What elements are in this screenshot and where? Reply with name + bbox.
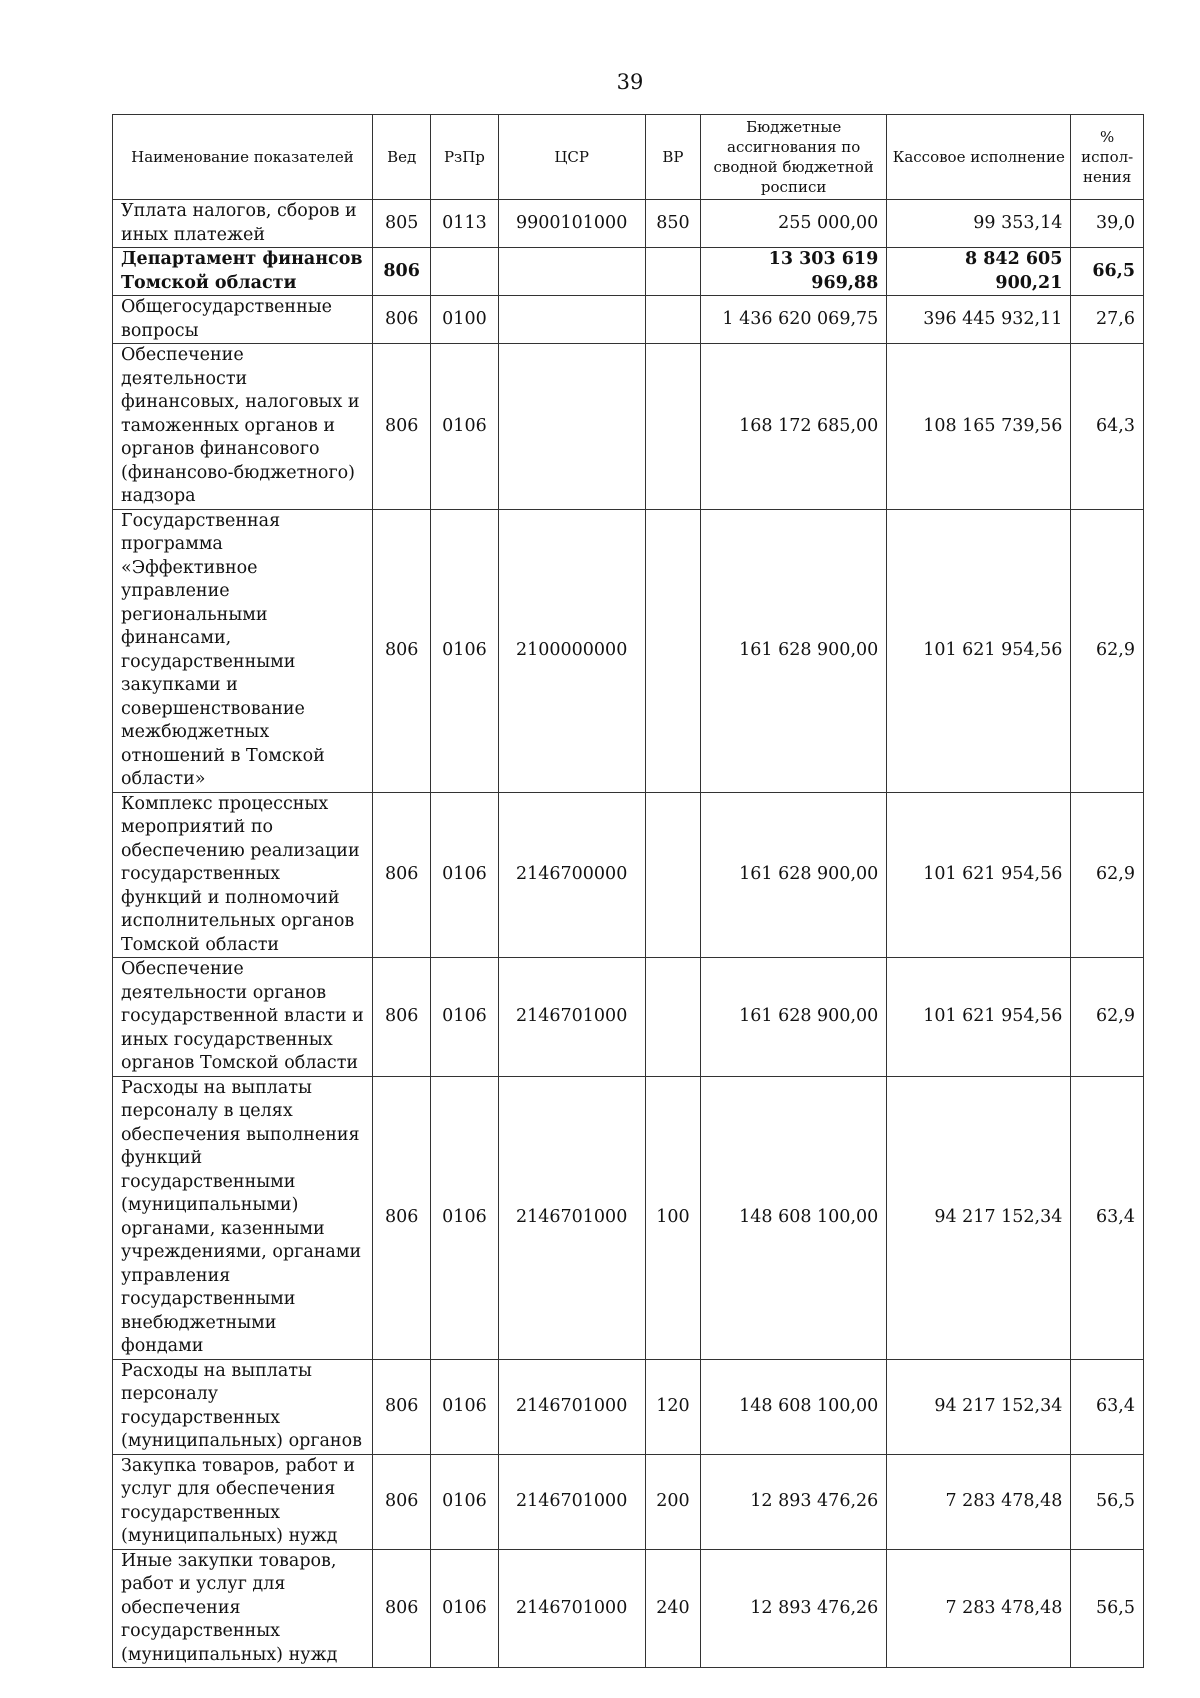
- cell-ved: 806: [372, 296, 430, 344]
- cell-name: Расходы на выплаты персоналу государственных (муниципальных) органов: [113, 1359, 373, 1454]
- cell-csr: 9900101000: [498, 200, 645, 248]
- cell-assignments: 1 436 620 069,75: [701, 296, 887, 344]
- table-row: [113, 1359, 1144, 1454]
- cell-cash: 108 165 739,56: [887, 344, 1071, 510]
- cell-ved: 806: [372, 1454, 430, 1549]
- cell-cash: 94 217 152,34: [887, 1359, 1071, 1454]
- cell-rzpr: 0106: [431, 509, 498, 792]
- cell-percent: 62,9: [1071, 509, 1144, 792]
- cell-csr: 2146701000: [498, 1076, 645, 1359]
- cell-vr: 120: [645, 1359, 700, 1454]
- cell-percent: 62,9: [1071, 792, 1144, 958]
- cell-assignments: 255 000,00: [701, 200, 887, 248]
- header-ved: Вед: [372, 115, 430, 200]
- header-assignments: Бюджетные ассигнования по сводной бюджетной росписи: [701, 115, 887, 200]
- cell-vr: 240: [645, 1549, 700, 1668]
- cell-name: Общегосударственные вопросы: [113, 296, 373, 344]
- table-row: [113, 1549, 1144, 1668]
- header-percent: % испол-нения: [1071, 115, 1144, 200]
- cell-percent: 27,6: [1071, 296, 1144, 344]
- cell-rzpr: 0106: [431, 1549, 498, 1668]
- cell-name: Комплекс процессных мероприятий по обеспечению реализации государственных функций и полномочий исполнительных органов Томской области: [113, 792, 373, 958]
- cell-assignments: 161 628 900,00: [701, 792, 887, 958]
- cell-ved: 806: [372, 1076, 430, 1359]
- cell-csr: 2146700000: [498, 792, 645, 958]
- header-vr: ВР: [645, 115, 700, 200]
- cell-ved: 806: [372, 1549, 430, 1668]
- cell-vr: [645, 958, 700, 1077]
- cell-csr: 2146701000: [498, 958, 645, 1077]
- cell-cash: 99 353,14: [887, 200, 1071, 248]
- cell-assignments: 12 893 476,26: [701, 1454, 887, 1549]
- cell-name: Расходы на выплаты персоналу в целях обеспечения выполнения функций государственными (муниципальными) органами, казенными учреждениями, органами управления государственными внебюджетными фондами: [113, 1076, 373, 1359]
- table-row: [113, 1454, 1144, 1549]
- cell-name: Обеспечение деятельности органов государственной власти и иных государственных органов Томской области: [113, 958, 373, 1077]
- page-number: 39: [616, 70, 644, 94]
- cell-rzpr: 0106: [431, 1359, 498, 1454]
- cell-name: Департамент финансов Томской области: [113, 248, 373, 296]
- cell-rzpr: 0106: [431, 958, 498, 1077]
- cell-rzpr: 0106: [431, 1454, 498, 1549]
- cell-csr: 2146701000: [498, 1454, 645, 1549]
- cell-assignments: 161 628 900,00: [701, 509, 887, 792]
- table-row: [113, 200, 1144, 248]
- header-csr: ЦСР: [498, 115, 645, 200]
- header-rzpr: РзПр: [431, 115, 498, 200]
- cell-vr: 850: [645, 200, 700, 248]
- cell-percent: 56,5: [1071, 1454, 1144, 1549]
- table-row: [113, 296, 1144, 344]
- cell-cash: 94 217 152,34: [887, 1076, 1071, 1359]
- cell-ved: 806: [372, 958, 430, 1077]
- cell-ved: 806: [372, 1359, 430, 1454]
- cell-vr: [645, 296, 700, 344]
- cell-vr: 200: [645, 1454, 700, 1549]
- cell-name: Иные закупки товаров, работ и услуг для обеспечения государственных (муниципальных) нужд: [113, 1549, 373, 1668]
- cell-csr: 2146701000: [498, 1549, 645, 1668]
- cell-csr: [498, 248, 645, 296]
- cell-cash: 101 621 954,56: [887, 509, 1071, 792]
- cell-assignments: 148 608 100,00: [701, 1076, 887, 1359]
- cell-percent: 63,4: [1071, 1076, 1144, 1359]
- cell-percent: 64,3: [1071, 344, 1144, 510]
- table-row: [113, 248, 1144, 296]
- cell-rzpr: 0106: [431, 344, 498, 510]
- cell-name: Государственная программа «Эффективное управление региональными финансами, государственными закупками и совершенствование межбюджетных отношений в Томской области»: [113, 509, 373, 792]
- cell-assignments: 161 628 900,00: [701, 958, 887, 1077]
- cell-cash: 396 445 932,11: [887, 296, 1071, 344]
- cell-ved: 806: [372, 792, 430, 958]
- cell-cash: 8 842 605 900,21: [887, 248, 1071, 296]
- header-cash: Кассовое исполнение: [887, 115, 1071, 200]
- cell-vr: [645, 509, 700, 792]
- cell-cash: 101 621 954,56: [887, 958, 1071, 1077]
- cell-assignments: 168 172 685,00: [701, 344, 887, 510]
- table-row: [113, 509, 1144, 792]
- cell-vr: [645, 344, 700, 510]
- cell-percent: 62,9: [1071, 958, 1144, 1077]
- cell-rzpr: 0106: [431, 1076, 498, 1359]
- cell-assignments: 13 303 619 969,88: [701, 248, 887, 296]
- cell-name: Закупка товаров, работ и услуг для обеспечения государственных (муниципальных) нужд: [113, 1454, 373, 1549]
- cell-name: Уплата налогов, сборов и иных платежей: [113, 200, 373, 248]
- cell-cash: 7 283 478,48: [887, 1549, 1071, 1668]
- cell-assignments: 148 608 100,00: [701, 1359, 887, 1454]
- table-body: [113, 200, 1144, 1668]
- cell-ved: 806: [372, 344, 430, 510]
- table-header-row: [113, 115, 1144, 200]
- cell-rzpr: [431, 248, 498, 296]
- cell-ved: 805: [372, 200, 430, 248]
- cell-assignments: 12 893 476,26: [701, 1549, 887, 1668]
- cell-rzpr: 0113: [431, 200, 498, 248]
- cell-percent: 39,0: [1071, 200, 1144, 248]
- cell-csr: [498, 296, 645, 344]
- cell-cash: 7 283 478,48: [887, 1454, 1071, 1549]
- budget-execution-table: [112, 114, 1144, 1668]
- cell-cash: 101 621 954,56: [887, 792, 1071, 958]
- cell-vr: [645, 792, 700, 958]
- cell-percent: 56,5: [1071, 1549, 1144, 1668]
- table-row: [113, 792, 1144, 958]
- cell-csr: [498, 344, 645, 510]
- table-row: [113, 958, 1144, 1077]
- cell-ved: 806: [372, 248, 430, 296]
- cell-percent: 63,4: [1071, 1359, 1144, 1454]
- cell-name: Обеспечение деятельности финансовых, налоговых и таможенных органов и органов финансового (финансово-бюджетного) надзора: [113, 344, 373, 510]
- cell-csr: 2100000000: [498, 509, 645, 792]
- table-row: [113, 344, 1144, 510]
- cell-vr: [645, 248, 700, 296]
- cell-csr: 2146701000: [498, 1359, 645, 1454]
- cell-percent: 66,5: [1071, 248, 1144, 296]
- cell-vr: 100: [645, 1076, 700, 1359]
- cell-ved: 806: [372, 509, 430, 792]
- cell-rzpr: 0106: [431, 792, 498, 958]
- cell-rzpr: 0100: [431, 296, 498, 344]
- table-row: [113, 1076, 1144, 1359]
- header-name: Наименование показателей: [113, 115, 373, 200]
